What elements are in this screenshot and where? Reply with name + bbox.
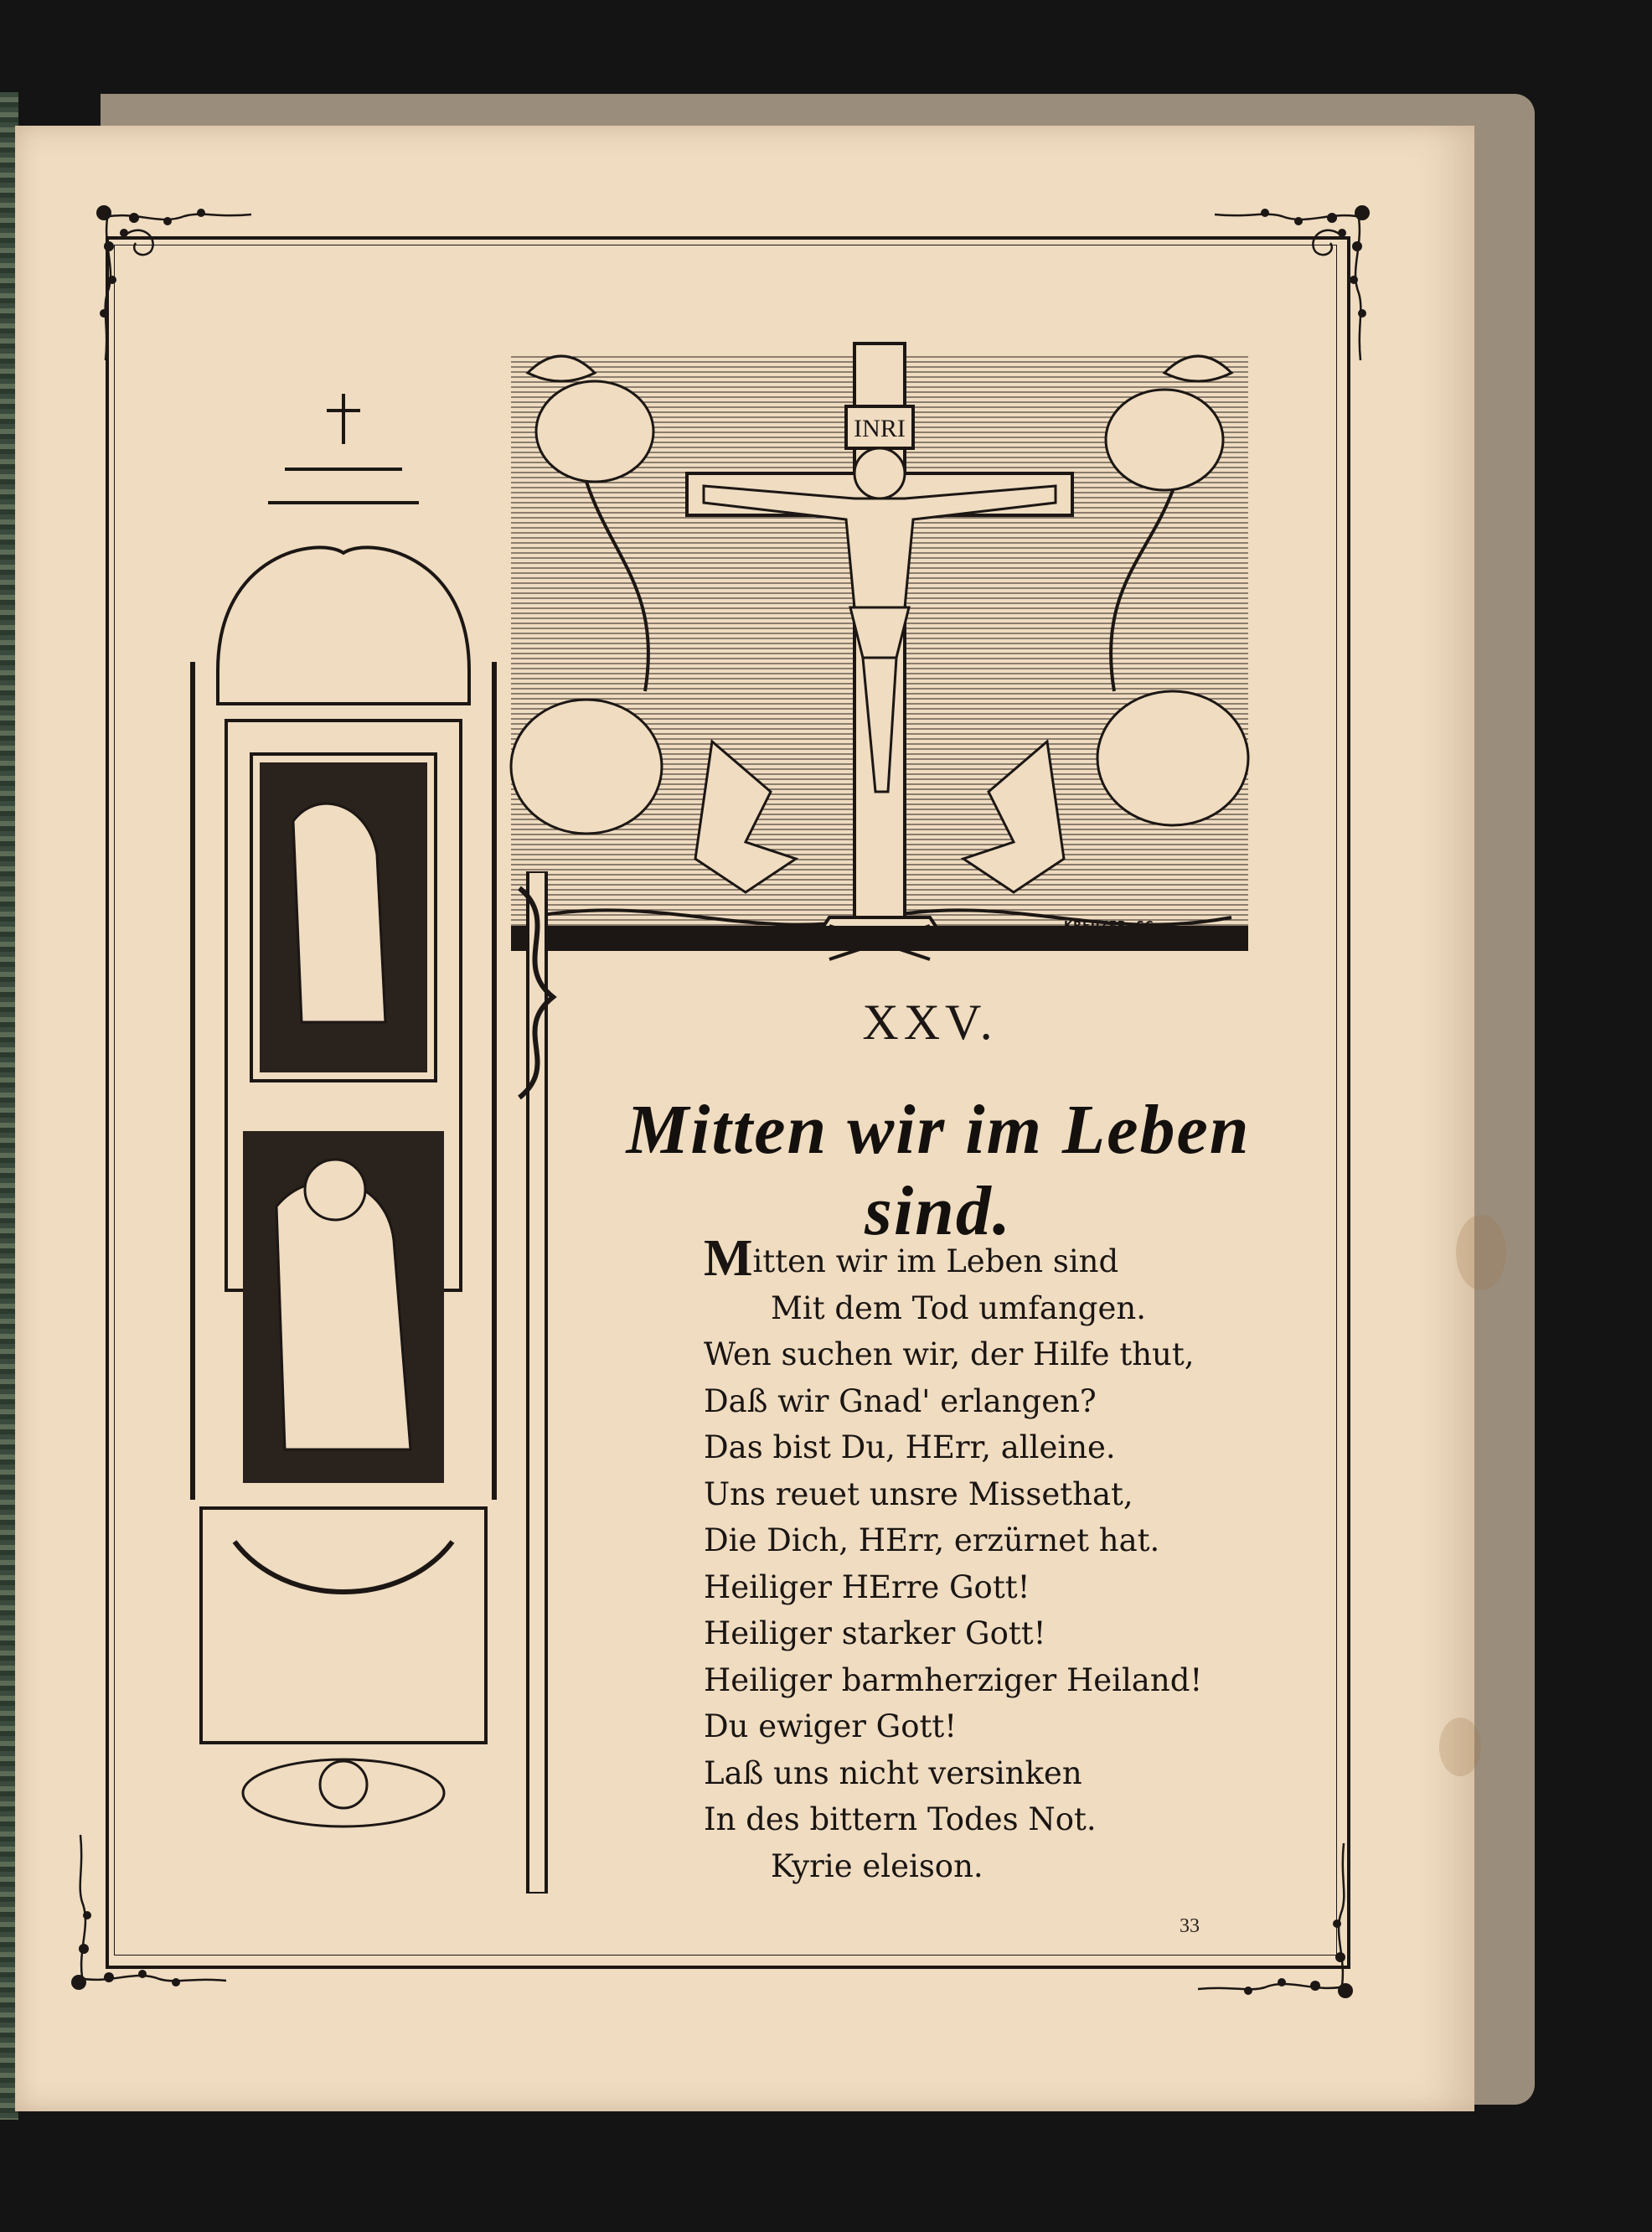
- hymn-number: XXV.: [862, 995, 998, 1050]
- corner-ornament-bottom-left: [59, 1826, 235, 2002]
- hymn-verses: [704, 1230, 1290, 1889]
- verse-line: Kyrie eleison.: [771, 1847, 983, 1884]
- verse-line: Uns reuet unsre Missethat,: [704, 1475, 1133, 1512]
- paper-stain: [1456, 1215, 1506, 1290]
- verse-line-text: itten wir im Leben sind: [752, 1243, 1119, 1279]
- verse-line: Heiliger HErre Gott!: [704, 1568, 1030, 1605]
- verse-line: Heiliger barmherziger Heiland!: [704, 1661, 1203, 1698]
- verse-line: Das bist Du, HErr, alleine.: [704, 1429, 1116, 1465]
- verse-line: Du ewiger Gott!: [704, 1708, 958, 1744]
- inri-inscription: INRI: [854, 415, 906, 442]
- serpent-staff-engraving: [503, 871, 570, 1894]
- verse-line: Heiliger starker Gott!: [704, 1615, 1046, 1651]
- verse-line: Daß wir Gnad' erlangen?: [704, 1382, 1097, 1419]
- verse-line: Wen suchen wir, der Hilfe thut,: [704, 1336, 1195, 1372]
- verse-line: Die Dich, HErr, erzürnet hat.: [704, 1522, 1160, 1558]
- verse-line: [704, 1230, 1290, 1287]
- verse-line: In des bittern Todes Not.: [704, 1801, 1097, 1837]
- verse-line: Mit dem Tod umfangen.: [771, 1289, 1146, 1326]
- gothic-side-panel-engraving: [168, 385, 536, 1843]
- page-number: 33: [1180, 1915, 1200, 1937]
- engraver-credit: KREUZER, SC.: [1064, 920, 1159, 933]
- drop-cap: M: [704, 1230, 753, 1287]
- paper-stain: [1439, 1718, 1481, 1776]
- hymn-title: Mitten wir im Leben sind.: [626, 1091, 1251, 1250]
- verse-line: Laß uns nicht versinken: [704, 1754, 1082, 1791]
- corner-ornament-top-left: [84, 193, 260, 369]
- crucifixion-engraving: [494, 339, 1265, 1051]
